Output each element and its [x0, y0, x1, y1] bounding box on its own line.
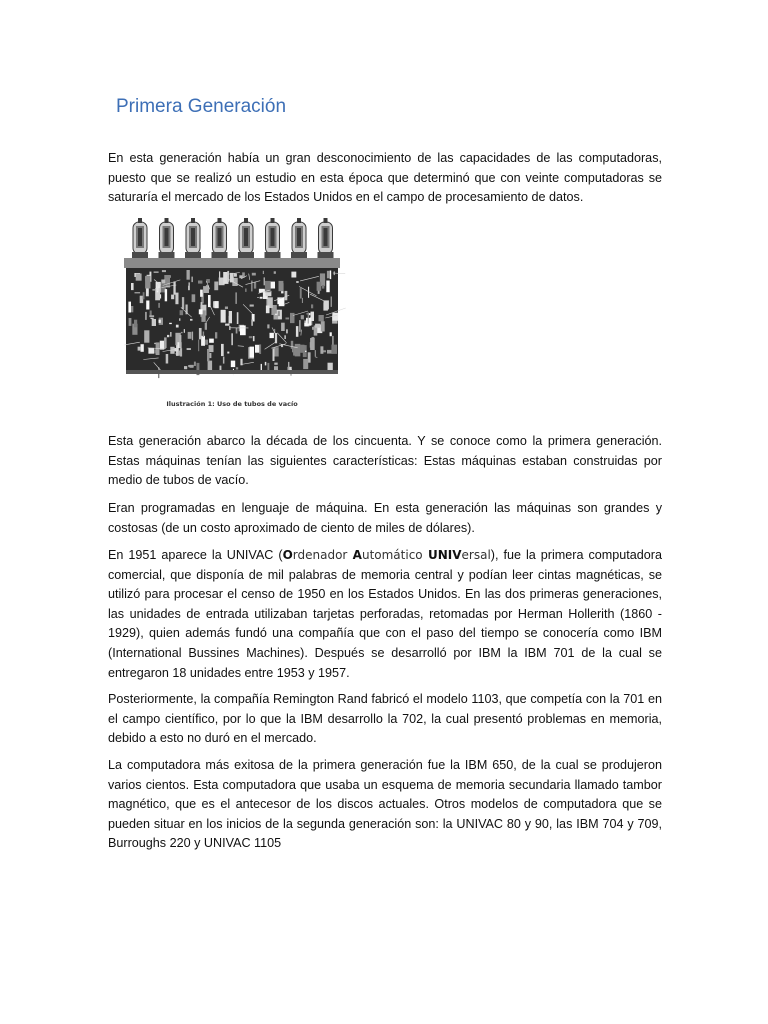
univac-letter-a: A — [352, 548, 362, 562]
vacuum-tube-icon — [159, 218, 175, 258]
vacuum-tube-icon — [185, 218, 201, 258]
vacuum-tube-icon — [212, 218, 228, 258]
vacuum-tube-icon — [318, 218, 334, 258]
univac-word-ordenador: rdenador — [292, 548, 353, 562]
univac-letters-univ: UNIV — [427, 548, 462, 562]
paragraph-intro: En esta generación había un gran desconocimiento de las capacidades de las computadoras, puesto que se realizó un estudio en esta época que determinó que con veinte computadoras se saturaría el mercado de los Estados Unidos en el campo de procesamiento de datos. — [108, 151, 662, 205]
paragraph-remington: Posteriormente, la compañía Remington Rand fabricó el modelo 1103, que competía con la 701 en el campo científico, por lo que la IBM desarrollo la 702, la cual presentó problemas en memoria, debido a esto no duró en el mercado. — [108, 692, 662, 746]
univac-word-automatico: utomático — [361, 548, 428, 562]
vacuum-tube-figure — [116, 214, 348, 412]
univac-intro: En 1951 aparece la UNIVAC ( — [108, 548, 283, 562]
univac-word-ersal: ersal — [461, 548, 491, 562]
vacuum-tube-photo — [116, 214, 348, 394]
univac-body: ), fue la primera computadora comercial, que disponía de mil palabras de memoria central y podían leer cintas magnéticas, se utilizó para procesar el censo de 1950 en los Estados Unidos. En las dos primeras generaciones, las unidades de entrada utilizaban tarjetas perforadas, retomadas por Herman Hollerith (1860 - 1929), quien además fundó una compañía que con el paso del tiempo se conocería como IBM (International Bussines Machines). Después se desarrolló por IBM la IBM 701 de la cual se entregaron 18 unidades entre 1953 y 1957. — [108, 548, 662, 680]
vacuum-tube-icon — [238, 218, 254, 258]
wiring-panel — [125, 268, 346, 378]
paragraph-programming: Eran programadas en lenguaje de máquina. En esta generación las máquinas son grandes y costosas (de un costo aproximado de ciento de miles de dólares). — [108, 501, 662, 535]
vacuum-tube-icon — [132, 218, 148, 258]
paragraph-ibm650: La computadora más exitosa de la primera generación fue la IBM 650, de la cual se produjeron varios cientos. Esta computadora que usaba un esquema de memoria secundaria llamado tambor magnético, que es el antecesor de los discos actuales. Otros modelos de computadora que se pueden situar en los inicios de la segunda generación son: la UNIVAC 80 y 90, las IBM 704 y 709, Burroughs 220 y UNIVAC 1105 — [108, 758, 662, 851]
section-heading: Primera Generación — [116, 96, 287, 117]
paragraph-decade: Esta generación abarco la década de los cincuenta. Y se conoce como la primera generación. Estas máquinas tenían las siguientes características: Estas máquinas estaban construidas por medio de tubos de vacío. — [108, 434, 662, 488]
paragraph-univac — [108, 546, 662, 683]
figure-caption: Ilustración 1: Uso de tubos de vacío — [166, 400, 298, 408]
vacuum-tube-icon — [291, 218, 307, 258]
vacuum-tube-icon — [265, 218, 281, 258]
univac-letter-o: O — [282, 548, 293, 562]
